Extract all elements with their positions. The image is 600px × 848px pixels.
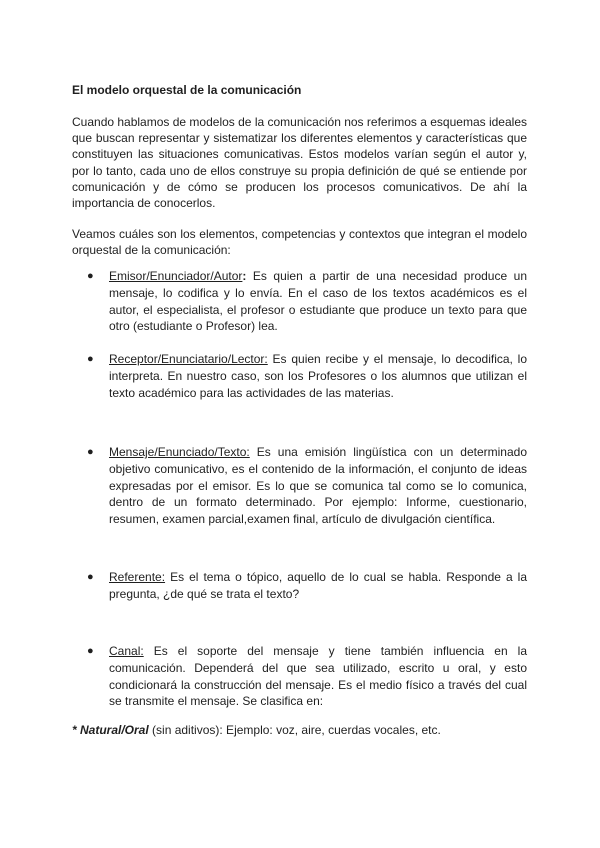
bullet-icon: ●: [87, 571, 94, 583]
list-item-mensaje: [87, 444, 527, 528]
bullet-icon: ●: [87, 645, 94, 657]
footnote-lead: * Natural/Oral: [72, 723, 149, 737]
bullet-icon: ●: [87, 353, 94, 365]
item-text: Es quien a partir de una necesidad produce un mensaje, lo codifica y lo envía. En el caso de los textos académicos es el autor, el especialista, el profesor o estudiante que produce un texto para que otro (estudiante o Profesor) lea.: [109, 269, 527, 334]
term-separator: :: [242, 269, 247, 283]
item-text: Es quien recibe y el mensaje, lo decodifica, lo interpreta. En nuestro caso, son los Profesores o los alumnos que utilizan el texto académico para las actividades de las materias.: [109, 352, 527, 400]
list-item-canal: [87, 643, 527, 710]
document-title: El modelo orquestal de la comunicación: [72, 83, 302, 97]
footnote-natural-oral: [72, 722, 527, 738]
term-emisor: Emisor/Enunciador/Autor: [109, 269, 243, 283]
item-text: Es una emisión lingüística con un determinado objetivo comunicativo, es el contenido de la información, el conjunto de ideas expresadas por el emisor. Es lo que se comunica tal como se lo comunica, dentro de un formato determinado. Por ejemplo: Informe, cuestionario, resumen, examen parcial,examen final, artículo de divulgación científica.: [109, 445, 527, 527]
lead-in-paragraph: Veamos cuáles son los elementos, competencias y contextos que integran el modelo orquestal de la comunicación:: [72, 227, 527, 258]
footnote-text: (sin aditivos): Ejemplo: voz, aire, cuerdas vocales, etc.: [148, 723, 441, 737]
term-referente: Referente:: [109, 570, 166, 584]
term-receptor: Receptor/Enunciatario/Lector:: [109, 352, 268, 366]
bullet-icon: ●: [87, 270, 94, 282]
term-canal: Canal:: [109, 644, 144, 658]
item-text: Es el soporte del mensaje y tiene también influencia en la comunicación. Dependerá del que sea utilizado, escrito u oral, y esto condicionará la construcción del mensaje. Es el medio físico a través del cual se transmite el mensaje. Se clasifica en:: [109, 644, 527, 709]
intro-paragraph: Cuando hablamos de modelos de la comunicación nos referimos a esquemas ideales que buscan representar y sistematizar los diferentes elementos y características que constituyen las situaciones comunicativas. Estos modelos varían según el autor y, por lo tanto, cada uno de ellos construye su propia definición de qué se entiende por comunicación y de cómo se producen los procesos comunicativos. De ahí la importancia de conocerlos.: [72, 115, 527, 211]
bullet-icon: ●: [87, 446, 94, 458]
term-mensaje: Mensaje/Enunciado/Texto:: [109, 445, 250, 459]
list-item-receptor: [87, 351, 527, 401]
list-item-referente: [87, 569, 527, 603]
list-item-emisor: [87, 268, 527, 335]
item-text: Es el tema o tópico, aquello de lo cual se habla. Responde a la pregunta, ¿de qué se trata el texto?: [109, 570, 527, 601]
